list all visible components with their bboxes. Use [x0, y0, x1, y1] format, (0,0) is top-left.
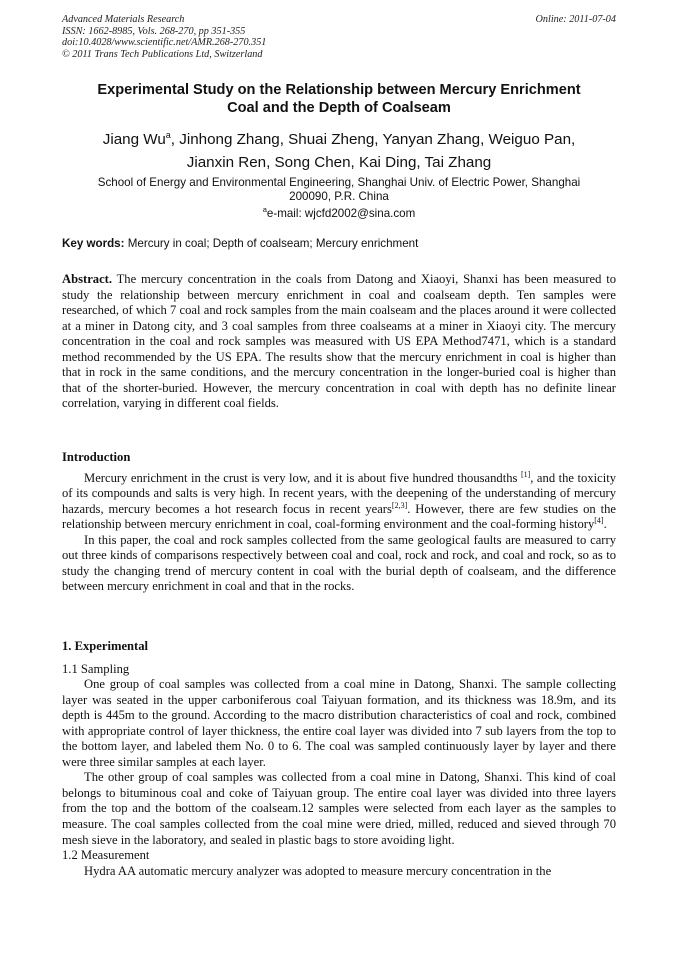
- citation-2-3: [2,3]: [391, 500, 408, 510]
- citation-4: [4]: [594, 516, 604, 525]
- journal-copyright: © 2011 Trans Tech Publications Ltd, Switzerland: [62, 48, 263, 60]
- title-line-2: Coal and the Depth of Coalseam: [227, 99, 451, 116]
- experimental-heading: 1. Experimental: [62, 639, 149, 653]
- abstract-text: The mercury concentration in the coals from Datong and Xiaoyi, Shanxi has been measured to study the relationship between mercury enrichment in coal and coalseam depth. Ten samples were researched, of which 7 coal and rock samples from the main coalseam and the places around it were collected at a miner in Datong city, and 3 coal samples from three coalseams at a miner in Xiaoyi city. The mercury concentration in the coal and rock samples was measured with US EPA Method7471, which is a standard method recommended by the US EPA. The results show that the mercury enrichment in coal is higher than that in rock in the same conditions, and the mercury concentration in the longer-buried coal is higher than that of the shorter-buried. However, the mercury concentration in coal with depth has no definite linear correlation, varying in different coal fields.: [62, 272, 616, 411]
- measurement-paragraph: Hydra AA automatic mercury analyzer was adopted to measure mercury concentration in the: [84, 863, 552, 878]
- affiliation-line-2: 200090, P.R. China: [289, 189, 389, 203]
- abstract-paragraph: [62, 272, 616, 412]
- sampling-paragraph-1: One group of coal samples was collected from a coal mine in Datong, Shanxi. The sample collecting layer was seated in the upper carboniferous coal Taiyuan formation, and its thickness was 18.9m, and its depth is 445m to the ground. According to the macro distribution characteristics of coal and rock, combined with appropriate control of layer thickness, the entire coal layer was divided into 7 sub layers from the top to the bottom layer, and labeled them No. 0 to 6. The coal was sampled continuously layer by layer and there were three similar samples at each layer.: [62, 677, 616, 769]
- keywords: [62, 237, 616, 251]
- email-affiliation-mark: a: [262, 205, 267, 215]
- sampling-subheading: 1.1 Sampling: [62, 661, 130, 676]
- sampling-paragraph-2: The other group of coal samples was collected from a coal mine in Datong, Shanxi. This kind of coal belongs to bituminous coal and coke of Taiyuan group. The entire coal layer was divided into three layers from the top and the bottom of the coalseam.12 samples were selected from each layer as the samples to measure. The coal samples collected from the coal mine were dried, milled, reduced and sieved through 70 mesh sieve in the laboratory, and sealed in plastic bags to store avoiding light.: [62, 770, 616, 847]
- journal-issn: ISSN: 1662-8985, Vols. 268-270, pp 351-355: [62, 25, 246, 37]
- introduction-paragraph-2: In this paper, the coal and rock samples collected from the same geological faults are measured to carry out three kinds of comparisons respectively between coal and coal, rock and rock, and coal and rock, so as to study the changing trend of mercury content in coal with the burial depth of coalseam, and the difference between mercury enrichment in coal and that in the rocks.: [62, 532, 616, 594]
- abstract: [62, 272, 616, 412]
- author-list: [62, 124, 616, 174]
- introduction-paragraph-1: Mercury enrichment in the crust is very low, and it is about five hundred thousandths [1], and the toxicity of its compounds and salts is very high. In recent years, with the deepening of the understanding of mercury hazards, mercury becomes a hot research focus in recent years[2,3]. However, there are few studies on the relationship between mercury enrichment in coal, coal-forming environment and the coal-forming history[4].: [62, 469, 616, 532]
- introduction-heading: Introduction: [62, 450, 131, 464]
- first-author: Jiang Wu: [102, 131, 166, 149]
- email-text: e-mail: wjcfd2002@sina.com: [266, 207, 416, 221]
- abstract-label: Abstract.: [62, 272, 113, 286]
- keywords-label: Key words:: [62, 237, 125, 250]
- journal-name: Advanced Materials Research: [62, 14, 185, 25]
- affiliation: [62, 176, 616, 221]
- journal-doi: doi:10.4028/www.scientific.net/AMR.268-270.351: [62, 37, 267, 49]
- authors-line-1: [62, 124, 616, 151]
- citation-1: [1]: [520, 469, 531, 479]
- first-author-affiliation-mark: a: [165, 130, 171, 140]
- journal-header: [62, 14, 616, 60]
- measurement-subheading: 1.2 Measurement: [62, 848, 150, 863]
- affiliation-line-1: School of Energy and Environmental Engineering, Shanghai Univ. of Electric Power, Shanghai: [97, 176, 581, 189]
- experimental-section: [62, 639, 616, 879]
- authors-rest: , Jinhong Zhang, Shuai Zheng, Yanyan Zhang, Weiguo Pan,: [170, 131, 576, 149]
- authors-line-2: Jianxin Ren, Song Chen, Kai Ding, Tai Zhang: [186, 154, 492, 172]
- online-date: Online: 2011-07-04: [535, 14, 616, 25]
- introduction-section: [62, 450, 616, 595]
- paper-title: [62, 82, 616, 117]
- corresponding-email: [62, 203, 616, 220]
- title-line-1: Experimental Study on the Relationship between Mercury Enrichment: [97, 82, 581, 98]
- keywords-text: Mercury in coal; Depth of coalseam; Mercury enrichment: [124, 237, 419, 250]
